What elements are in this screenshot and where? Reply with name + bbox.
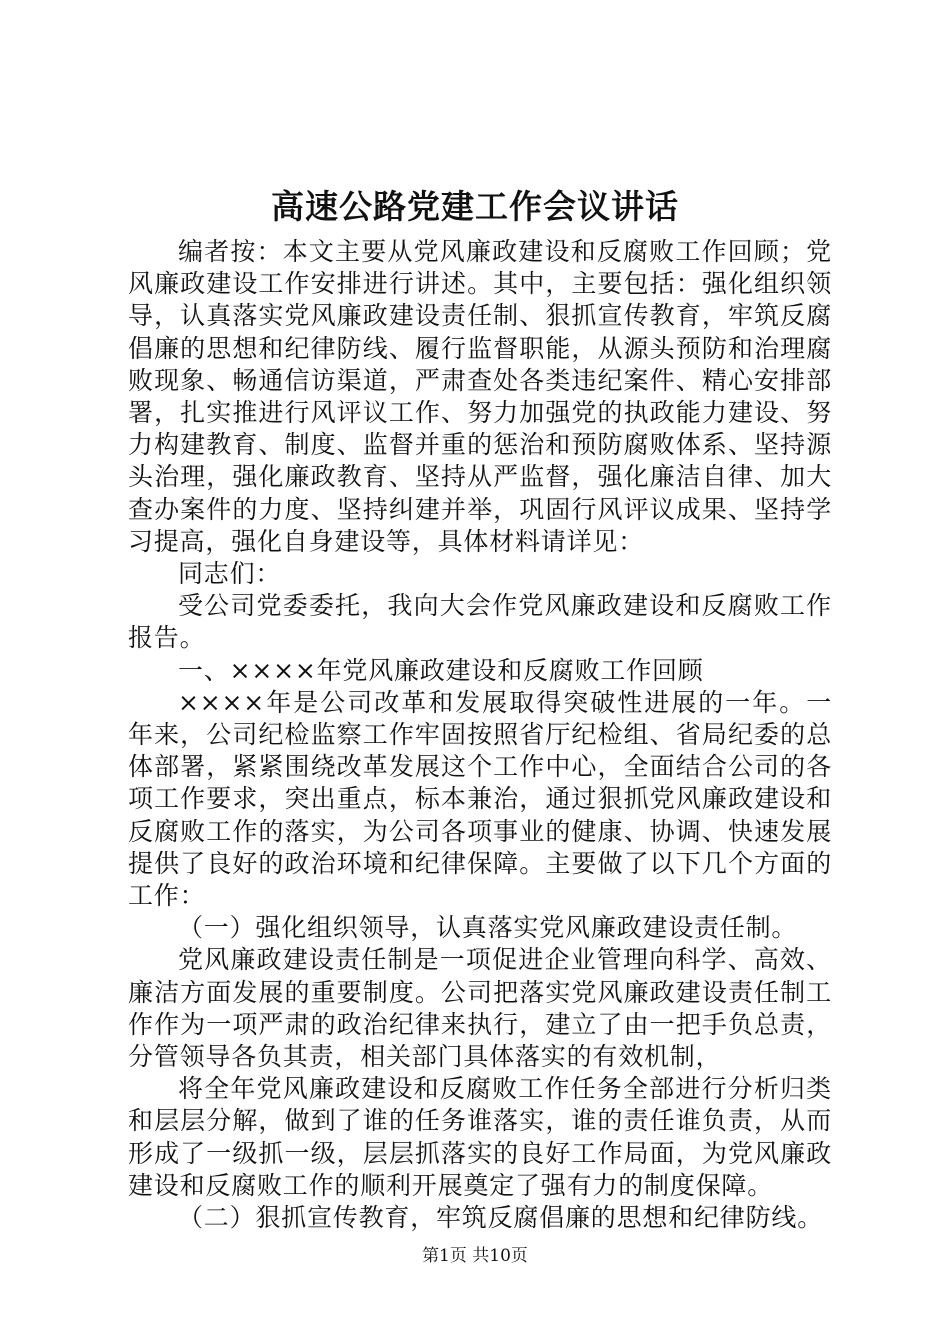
task-breakdown-paragraph: 将全年党风廉政建设和反腐败工作任务全部进行分析归类和层层分解，做到了谁的任务谁落实，谁的责任谁负责，从而形成了一级抓一级，层层抓落实的良好工作局面，为党风廉政建设和反腐败工作的顺利开展奠定了强有力的制度保障。 [128, 1074, 832, 1200]
subsection-heading-1: （一）强化组织领导，认真落实党风廉政建设责任制。 [178, 913, 798, 943]
intro-paragraph: 受公司党委委托，我向大会作党风廉政建设和反腐败工作报告。 [128, 591, 832, 653]
page-footer: 第1页 共10页 [422, 1246, 528, 1266]
document-title: 高速公路党建工作会议讲话 [271, 187, 679, 226]
subsection-heading-2: （二）狠抓宣传教育，牢筑反腐倡廉的思想和纪律防线。 [178, 1203, 824, 1233]
review-paragraph: ××××年是公司改革和发展取得突破性进展的一年。一年来，公司纪检监察工作牢固按照省厅纪检组、省局纪委的总体部署，紧紧围绕改革发展这个工作中心，全面结合公司的各项工作要求，突出重点，标本兼治，通过狠抓党风廉政建设和反腐败工作的落实，为公司各项事业的健康、协调、快速发展提供了良好的政治环境和纪律保障。主要做了以下几个方面的工作： [128, 687, 832, 911]
document-body [128, 236, 832, 1234]
salutation-paragraph: 同志们： [178, 559, 282, 589]
editor-note-paragraph: 编者按：本文主要从党风廉政建设和反腐败工作回顾；党风廉政建设工作安排进行讲述。其中，主要包括：强化组织领导，认真落实党风廉政建设责任制、狠抓宣传教育，牢筑反腐倡廉的思想和纪律防线、履行监督职能，从源头预防和治理腐败现象、畅通信访渠道，严肃查处各类违纪案件、精心安排部署，扎实推进行风评议工作、努力加强党的执政能力建设、努力构建教育、制度、监督并重的惩治和预防腐败体系、坚持源头治理，强化廉政教育、坚持从严监督，强化廉洁自律、加大查办案件的力度、坚持纠建并举，巩固行风评议成果、坚持学习提高，强化自身建设等，具体材料请详见： [128, 237, 832, 556]
responsibility-paragraph: 党风廉政建设责任制是一项促进企业管理向科学、高效、廉洁方面发展的重要制度。公司把落实党风廉政建设责任制工作作为一项严肃的政治纪律来执行，建立了由一把手负总责，分管领导各负其责，相关部门具体落实的有效机制， [128, 945, 832, 1072]
section-heading: 一、××××年党风廉政建设和反腐败工作回顾 [178, 655, 704, 685]
